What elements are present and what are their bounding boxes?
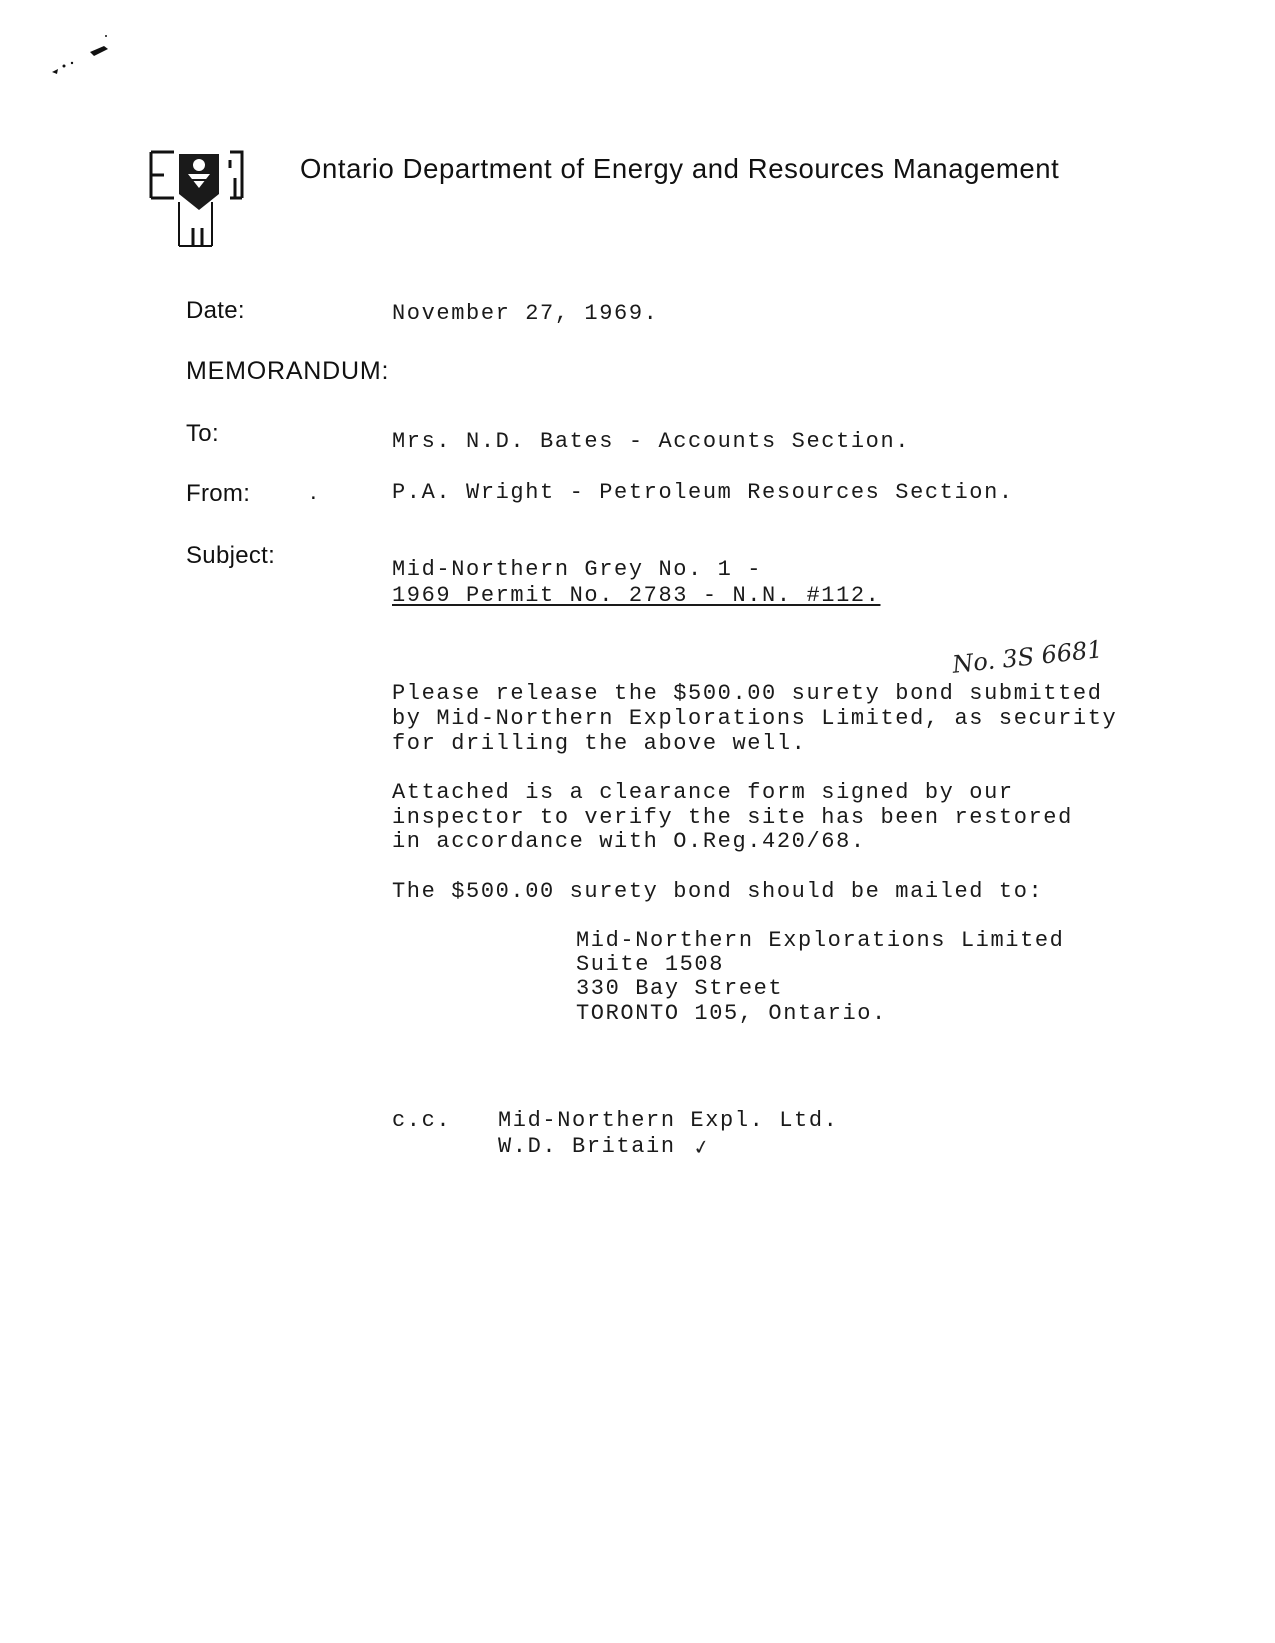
address-line: Suite 1508: [576, 952, 725, 977]
paragraph-2-line: inspector to verify the site has been restored: [392, 805, 1073, 830]
from-value: P.A. Wright - Petroleum Resources Section.: [392, 480, 1014, 505]
stray-dot: .: [310, 478, 317, 505]
paragraph-2-line: Attached is a clearance form signed by our: [392, 780, 1014, 805]
to-label: To:: [186, 420, 219, 447]
handwritten-check-icon: ✓: [691, 1133, 712, 1161]
handwritten-reference-number: No. 3S 6681: [950, 635, 1104, 679]
cc-recipient: Mid-Northern Expl. Ltd.: [498, 1108, 839, 1133]
date-label: Date:: [186, 297, 245, 324]
paragraph-3-line: The $500.00 surety bond should be mailed to:: [392, 879, 1044, 904]
paragraph-1-line: by Mid-Northern Explorations Limited, as security: [392, 706, 1118, 731]
paragraph-1-line: for drilling the above well.: [392, 731, 807, 756]
date-value: November 27, 1969.: [392, 301, 659, 326]
paragraph-2-line: in accordance with O.Reg.420/68.: [392, 829, 866, 854]
from-label: From:: [186, 480, 251, 507]
memorandum-heading: MEMORANDUM:: [186, 357, 390, 385]
address-line: 330 Bay Street: [576, 976, 784, 1001]
department-title: Ontario Department of Energy and Resources Management: [300, 153, 1060, 184]
cc-label: c.c.: [392, 1108, 452, 1133]
address-line: Mid-Northern Explorations Limited: [576, 928, 1065, 953]
stray-ink-mark: [40, 30, 140, 90]
subject-line-1: Mid-Northern Grey No. 1 -: [392, 557, 763, 582]
paragraph-1-line: Please release the $500.00 surety bond submitted: [392, 681, 1103, 706]
cc-recipient: W.D. Britain: [498, 1134, 676, 1159]
subject-label: Subject:: [186, 542, 276, 569]
subject-line-2: 1969 Permit No. 2783 - N.N. #112.: [392, 583, 881, 608]
ontario-energy-resources-logo: [146, 150, 256, 260]
address-line: TORONTO 105, Ontario.: [576, 1001, 887, 1026]
to-value: Mrs. N.D. Bates - Accounts Section.: [392, 429, 911, 454]
